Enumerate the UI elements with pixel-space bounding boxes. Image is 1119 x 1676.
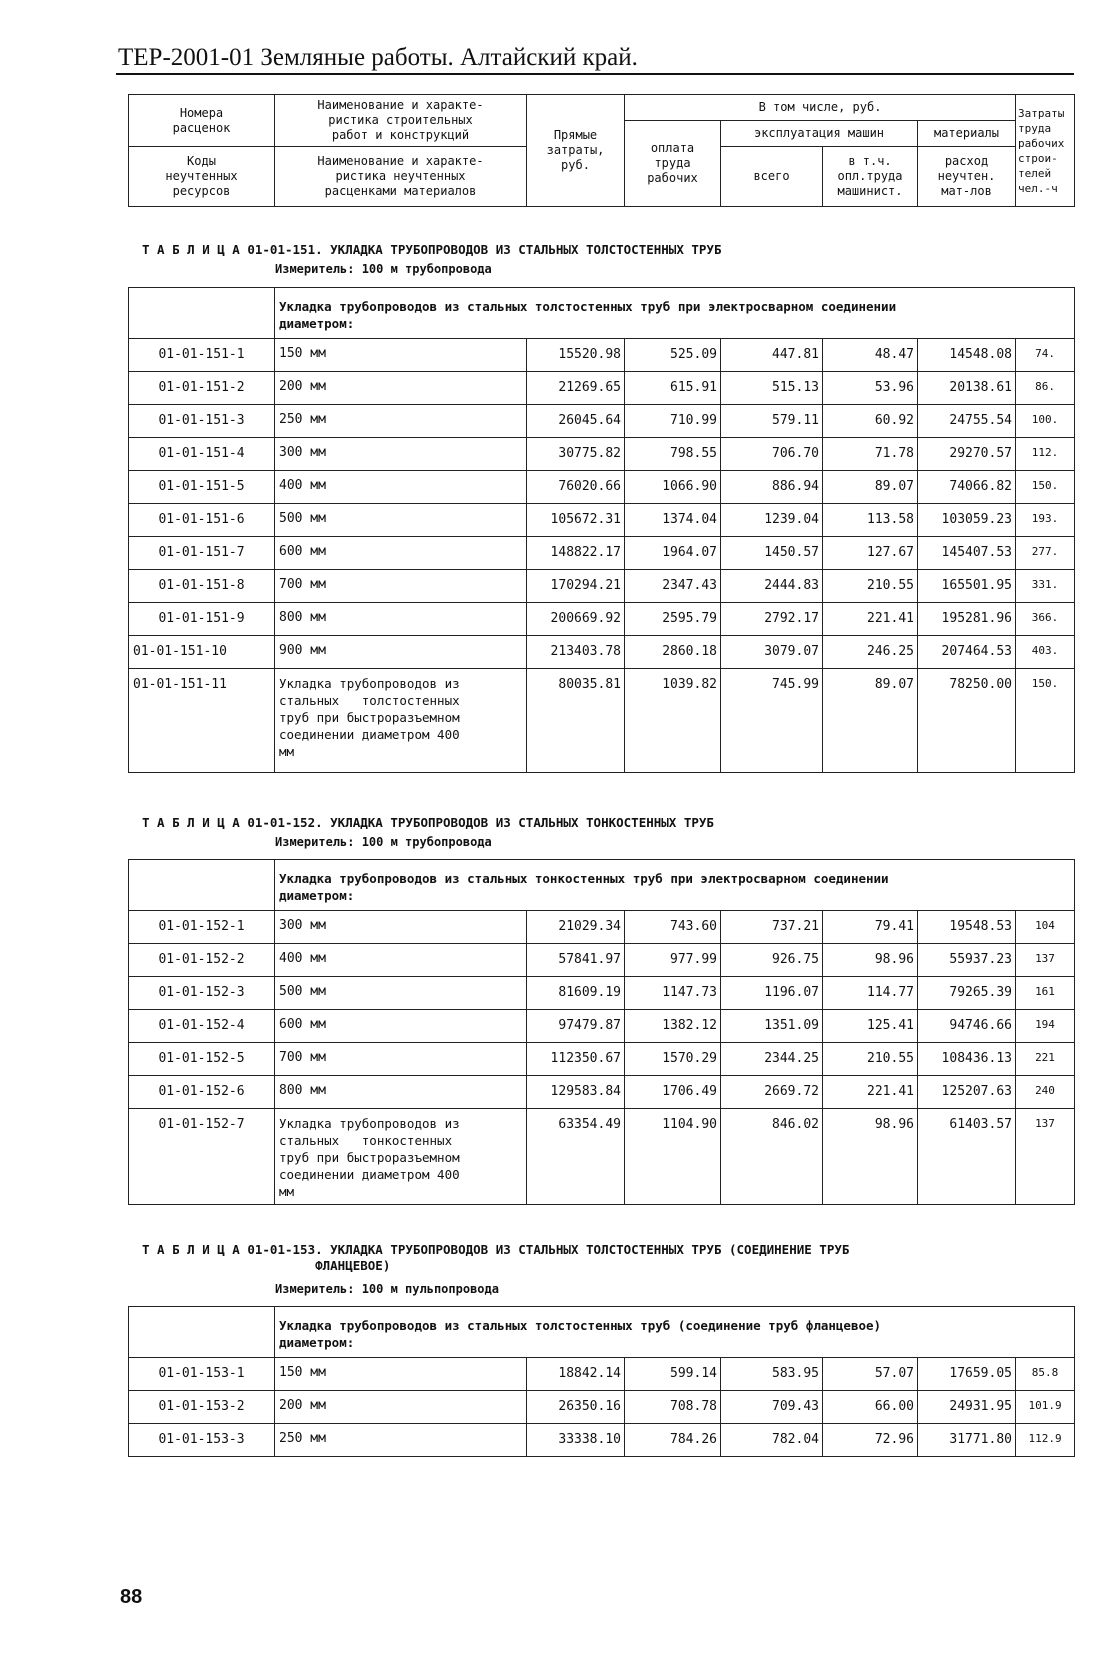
- row-name: 200 мм: [275, 1391, 527, 1424]
- row-name: 600 мм: [275, 1010, 527, 1043]
- row-code: 01-01-152-5: [129, 1043, 275, 1076]
- row-direct: 18842.14: [527, 1358, 625, 1391]
- row-labor: 1104.90: [625, 1109, 721, 1205]
- row-code: 01-01-151-5: [129, 471, 275, 504]
- row-labor: 1147.73: [625, 977, 721, 1010]
- row-mach-incl: 98.96: [823, 1109, 918, 1205]
- row-mach-incl: 89.07: [823, 669, 918, 773]
- col-materials-header: материалы: [918, 121, 1016, 147]
- row-mat: 17659.05: [918, 1358, 1016, 1391]
- row-mach: 1239.04: [721, 504, 823, 537]
- table-152-heading: Т А Б Л И Ц А 01-01-152. УКЛАДКА ТРУБОПРОВОДОВ ИЗ СТАЛЬНЫХ ТОНКОСТЕННЫХ ТРУБ: [142, 815, 714, 830]
- row-labor: 1706.49: [625, 1076, 721, 1109]
- table-151-unit: Измеритель: 100 м трубопровода: [275, 262, 492, 276]
- table-row: [129, 438, 1075, 471]
- table-row: [129, 537, 1075, 570]
- row-direct: 112350.67: [527, 1043, 625, 1076]
- row-code: 01-01-152-4: [129, 1010, 275, 1043]
- row-labor: 798.55: [625, 438, 721, 471]
- row-name: 800 мм: [275, 1076, 527, 1109]
- row-mach-incl: 210.55: [823, 1043, 918, 1076]
- row-direct: 63354.49: [527, 1109, 625, 1205]
- table-row: [129, 504, 1075, 537]
- row-mach: 706.70: [721, 438, 823, 471]
- row-labor-hours: 85.8: [1016, 1358, 1075, 1391]
- table-row: [129, 1076, 1075, 1109]
- row-direct: 200669.92: [527, 603, 625, 636]
- row-labor-hours: 194: [1016, 1010, 1075, 1043]
- row-name: 500 мм: [275, 977, 527, 1010]
- row-mat: 14548.08: [918, 339, 1016, 372]
- row-direct: 129583.84: [527, 1076, 625, 1109]
- row-mach: 737.21: [721, 911, 823, 944]
- row-mach-incl: 98.96: [823, 944, 918, 977]
- row-labor-hours: 86.: [1016, 372, 1075, 405]
- col-codes-header: Номера расценок: [129, 95, 275, 147]
- row-labor-hours: 403.: [1016, 636, 1075, 669]
- table-151: [128, 287, 1075, 773]
- table-153-heading: Т А Б Л И Ц А 01-01-153. УКЛАДКА ТРУБОПРОВОДОВ ИЗ СТАЛЬНЫХ ТОЛСТОСТЕННЫХ ТРУБ (СОЕДИНЕНИЕ ТРУБ ФЛАНЦЕВОЕ): [142, 1242, 850, 1273]
- table-row: [129, 1391, 1075, 1424]
- col-labor-costs-header: Затраты труда рабочих строи- телей чел.-ч: [1016, 95, 1075, 207]
- row-labor: 1374.04: [625, 504, 721, 537]
- row-mach-incl: 79.41: [823, 911, 918, 944]
- row-labor-hours: 221: [1016, 1043, 1075, 1076]
- row-direct: 15520.98: [527, 339, 625, 372]
- row-code: 01-01-153-1: [129, 1358, 275, 1391]
- row-code: 01-01-151-4: [129, 438, 275, 471]
- col-machines-incl-header: в т.ч. опл.труда машинист.: [823, 147, 918, 207]
- row-mat: 145407.53: [918, 537, 1016, 570]
- row-name: 600 мм: [275, 537, 527, 570]
- row-labor-hours: 74.: [1016, 339, 1075, 372]
- column-header-table: [128, 94, 1075, 207]
- col-machines-header: эксплуатация машин: [721, 121, 918, 147]
- row-mach-incl: 60.92: [823, 405, 918, 438]
- row-name: 300 мм: [275, 911, 527, 944]
- row-mach-incl: 125.41: [823, 1010, 918, 1043]
- table-153-unit: Измеритель: 100 м пульпопровода: [275, 1282, 499, 1296]
- section-empty-cell: [129, 1307, 275, 1358]
- row-mach-incl: 113.58: [823, 504, 918, 537]
- row-name: 150 мм: [275, 339, 527, 372]
- row-name: 400 мм: [275, 471, 527, 504]
- page-title: ТЕР-2001-01 Земляные работы. Алтайский край.: [118, 44, 638, 71]
- row-labor: 615.91: [625, 372, 721, 405]
- row-mat: 103059.23: [918, 504, 1016, 537]
- row-mat: 195281.96: [918, 603, 1016, 636]
- table-152: [128, 859, 1075, 1205]
- row-name: 150 мм: [275, 1358, 527, 1391]
- row-code: 01-01-151-6: [129, 504, 275, 537]
- row-mach: 3079.07: [721, 636, 823, 669]
- row-code: 01-01-151-9: [129, 603, 275, 636]
- section-empty-cell: [129, 860, 275, 911]
- row-mach: 886.94: [721, 471, 823, 504]
- row-labor: 1039.82: [625, 669, 721, 773]
- row-labor-hours: 112.: [1016, 438, 1075, 471]
- row-labor-hours: 104: [1016, 911, 1075, 944]
- row-name: Укладка трубопроводов из стальных толстостенных труб при быстроразъемном соединении диаметром 400 мм: [275, 669, 527, 773]
- row-labor-hours: 101.9: [1016, 1391, 1075, 1424]
- row-direct: 81609.19: [527, 977, 625, 1010]
- col-machines-total-header: всего: [721, 147, 823, 207]
- table-row: [129, 636, 1075, 669]
- row-direct: 21029.34: [527, 911, 625, 944]
- row-labor-hours: 150.: [1016, 471, 1075, 504]
- row-name: 300 мм: [275, 438, 527, 471]
- row-mat: 19548.53: [918, 911, 1016, 944]
- row-direct: 148822.17: [527, 537, 625, 570]
- section-row: [129, 288, 1075, 339]
- table-row: [129, 944, 1075, 977]
- table-row: [129, 405, 1075, 438]
- col-unaccounted-name-header: Наименование и характе- ристика неучтенных расценками материалов: [275, 147, 527, 207]
- table-153: [128, 1306, 1075, 1457]
- row-labor-hours: 150.: [1016, 669, 1075, 773]
- table-row: [129, 372, 1075, 405]
- section-title: Укладка трубопроводов из стальных тонкостенных труб при электросварном соединении диаметром:: [275, 860, 1075, 911]
- row-direct: 80035.81: [527, 669, 625, 773]
- row-labor-hours: 240: [1016, 1076, 1075, 1109]
- row-labor-hours: 137: [1016, 944, 1075, 977]
- row-mach: 515.13: [721, 372, 823, 405]
- row-mat: 31771.80: [918, 1424, 1016, 1457]
- row-mat: 94746.66: [918, 1010, 1016, 1043]
- row-mach: 2344.25: [721, 1043, 823, 1076]
- col-unaccounted-codes-header: Коды неучтенных ресурсов: [129, 147, 275, 207]
- row-name: Укладка трубопроводов из стальных тонкостенных труб при быстроразъемном соединении диаметром 400 мм: [275, 1109, 527, 1205]
- row-name: 700 мм: [275, 1043, 527, 1076]
- row-labor: 710.99: [625, 405, 721, 438]
- row-mach-incl: 71.78: [823, 438, 918, 471]
- row-code: 01-01-153-2: [129, 1391, 275, 1424]
- row-mach: 447.81: [721, 339, 823, 372]
- row-code: 01-01-152-2: [129, 944, 275, 977]
- section-title: Укладка трубопроводов из стальных толстостенных труб (соединение труб фланцевое) диаметром:: [275, 1307, 1075, 1358]
- row-mach: 2669.72: [721, 1076, 823, 1109]
- table-row: [129, 1358, 1075, 1391]
- row-labor: 1570.29: [625, 1043, 721, 1076]
- row-direct: 170294.21: [527, 570, 625, 603]
- row-mach: 1351.09: [721, 1010, 823, 1043]
- row-code: 01-01-151-3: [129, 405, 275, 438]
- row-mat: 125207.63: [918, 1076, 1016, 1109]
- table-row: [129, 911, 1075, 944]
- row-mach: 709.43: [721, 1391, 823, 1424]
- row-mat: 61403.57: [918, 1109, 1016, 1205]
- col-name-header: Наименование и характе- ристика строительных работ и конструкций: [275, 95, 527, 147]
- row-mach-incl: 221.41: [823, 603, 918, 636]
- row-direct: 26350.16: [527, 1391, 625, 1424]
- row-labor-hours: 277.: [1016, 537, 1075, 570]
- row-name: 900 мм: [275, 636, 527, 669]
- row-mach-incl: 114.77: [823, 977, 918, 1010]
- row-mat: 24755.54: [918, 405, 1016, 438]
- row-mach-incl: 66.00: [823, 1391, 918, 1424]
- row-name: 700 мм: [275, 570, 527, 603]
- row-code: 01-01-151-7: [129, 537, 275, 570]
- row-mach: 583.95: [721, 1358, 823, 1391]
- row-mach-incl: 89.07: [823, 471, 918, 504]
- row-mach: 2792.17: [721, 603, 823, 636]
- row-code: 01-01-152-3: [129, 977, 275, 1010]
- row-direct: 21269.65: [527, 372, 625, 405]
- row-mach: 745.99: [721, 669, 823, 773]
- row-labor-hours: 112.9: [1016, 1424, 1075, 1457]
- row-code: 01-01-151-10: [129, 636, 275, 669]
- row-labor: 1964.07: [625, 537, 721, 570]
- row-mach-incl: 57.07: [823, 1358, 918, 1391]
- row-mat: 207464.53: [918, 636, 1016, 669]
- col-materials-unacc-header: расход неучтен. мат-лов: [918, 147, 1016, 207]
- table-row: [129, 339, 1075, 372]
- section-title: Укладка трубопроводов из стальных толстостенных труб при электросварном соединении диаметром:: [275, 288, 1075, 339]
- row-mach: 1196.07: [721, 977, 823, 1010]
- row-direct: 97479.87: [527, 1010, 625, 1043]
- row-labor: 743.60: [625, 911, 721, 944]
- row-code: 01-01-152-1: [129, 911, 275, 944]
- row-labor: 977.99: [625, 944, 721, 977]
- table-row: [129, 669, 1075, 773]
- row-direct: 213403.78: [527, 636, 625, 669]
- row-code: 01-01-153-3: [129, 1424, 275, 1457]
- row-code: 01-01-152-7: [129, 1109, 275, 1205]
- table-row: [129, 570, 1075, 603]
- row-code: 01-01-151-11: [129, 669, 275, 773]
- table-row: [129, 1010, 1075, 1043]
- table-row: [129, 977, 1075, 1010]
- row-code: 01-01-151-8: [129, 570, 275, 603]
- row-name: 250 мм: [275, 1424, 527, 1457]
- row-name: 800 мм: [275, 603, 527, 636]
- row-mat: 20138.61: [918, 372, 1016, 405]
- section-row: [129, 1307, 1075, 1358]
- row-mat: 78250.00: [918, 669, 1016, 773]
- row-name: 200 мм: [275, 372, 527, 405]
- row-labor: 784.26: [625, 1424, 721, 1457]
- row-mat: 29270.57: [918, 438, 1016, 471]
- row-labor: 1382.12: [625, 1010, 721, 1043]
- row-mach: 1450.57: [721, 537, 823, 570]
- row-mach: 782.04: [721, 1424, 823, 1457]
- row-labor: 2860.18: [625, 636, 721, 669]
- row-mat: 108436.13: [918, 1043, 1016, 1076]
- row-code: 01-01-151-1: [129, 339, 275, 372]
- row-labor-hours: 193.: [1016, 504, 1075, 537]
- row-direct: 57841.97: [527, 944, 625, 977]
- col-direct-header: Прямые затраты, руб.: [527, 95, 625, 207]
- row-labor: 2595.79: [625, 603, 721, 636]
- row-code: 01-01-151-2: [129, 372, 275, 405]
- row-labor: 2347.43: [625, 570, 721, 603]
- row-mat: 55937.23: [918, 944, 1016, 977]
- section-empty-cell: [129, 288, 275, 339]
- table-row: [129, 1043, 1075, 1076]
- page-number: 88: [120, 1586, 143, 1608]
- row-labor: 525.09: [625, 339, 721, 372]
- row-direct: 30775.82: [527, 438, 625, 471]
- row-mach-incl: 210.55: [823, 570, 918, 603]
- table-row: [129, 1424, 1075, 1457]
- row-mat: 165501.95: [918, 570, 1016, 603]
- row-direct: 33338.10: [527, 1424, 625, 1457]
- section-row: [129, 860, 1075, 911]
- col-labor-pay-header: оплата труда рабочих: [625, 121, 721, 207]
- row-mach-incl: 246.25: [823, 636, 918, 669]
- row-mach-incl: 221.41: [823, 1076, 918, 1109]
- row-name: 500 мм: [275, 504, 527, 537]
- row-name: 400 мм: [275, 944, 527, 977]
- row-mat: 79265.39: [918, 977, 1016, 1010]
- table-row: [129, 1109, 1075, 1205]
- row-labor-hours: 366.: [1016, 603, 1075, 636]
- row-name: 250 мм: [275, 405, 527, 438]
- row-labor: 1066.90: [625, 471, 721, 504]
- row-labor-hours: 100.: [1016, 405, 1075, 438]
- row-labor-hours: 331.: [1016, 570, 1075, 603]
- row-labor: 599.14: [625, 1358, 721, 1391]
- table-152-unit: Измеритель: 100 м трубопровода: [275, 835, 492, 849]
- table-row: [129, 471, 1075, 504]
- row-code: 01-01-152-6: [129, 1076, 275, 1109]
- row-mach-incl: 127.67: [823, 537, 918, 570]
- row-labor-hours: 137: [1016, 1109, 1075, 1205]
- row-labor-hours: 161: [1016, 977, 1075, 1010]
- row-mat: 74066.82: [918, 471, 1016, 504]
- row-mach: 579.11: [721, 405, 823, 438]
- row-mach: 2444.83: [721, 570, 823, 603]
- row-direct: 76020.66: [527, 471, 625, 504]
- row-direct: 105672.31: [527, 504, 625, 537]
- row-mach-incl: 72.96: [823, 1424, 918, 1457]
- row-mat: 24931.95: [918, 1391, 1016, 1424]
- row-mach: 846.02: [721, 1109, 823, 1205]
- table-151-heading: Т А Б Л И Ц А 01-01-151. УКЛАДКА ТРУБОПРОВОДОВ ИЗ СТАЛЬНЫХ ТОЛСТОСТЕННЫХ ТРУБ: [142, 242, 722, 257]
- col-in-total-header: В том числе, руб.: [625, 95, 1016, 121]
- row-mach: 926.75: [721, 944, 823, 977]
- row-mach-incl: 53.96: [823, 372, 918, 405]
- header-rule: [116, 73, 1074, 75]
- row-direct: 26045.64: [527, 405, 625, 438]
- row-labor: 708.78: [625, 1391, 721, 1424]
- row-mach-incl: 48.47: [823, 339, 918, 372]
- table-row: [129, 603, 1075, 636]
